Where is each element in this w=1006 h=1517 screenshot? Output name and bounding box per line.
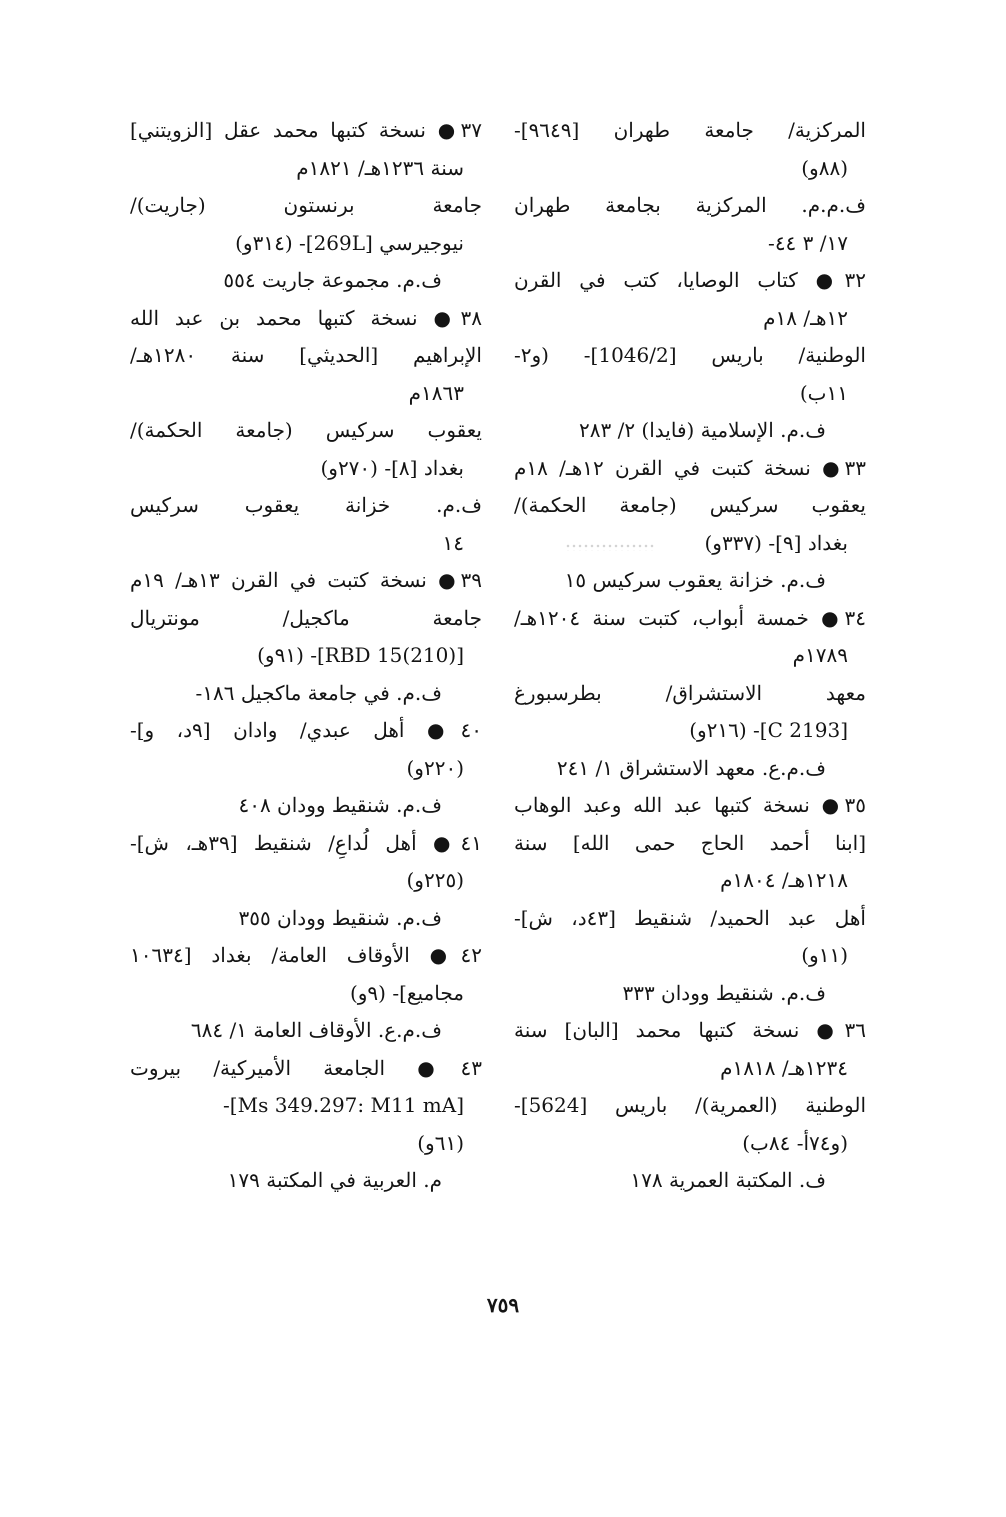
text-line: الوطنية (العمرية)/ باريس [5624]-	[514, 1093, 866, 1117]
text-line: (٨٨و)	[801, 155, 848, 180]
text-line: سنة ١٢٣٦هـ/ ١٨٢١م	[296, 155, 464, 180]
text-line: ف.م. مجموعة جاريت ٥٥٤	[223, 268, 442, 292]
text-line: نيوجيرسي [269L]- (٣١٤و)	[235, 230, 464, 255]
text-line: جامعة برنستون (جاريت)/	[130, 193, 482, 217]
text-line: ١٧/ ٣ ٤٤-	[768, 230, 848, 255]
text-line: ٣٨● نسخة كتبها محمد بن عبد الله	[130, 305, 482, 330]
text-line: ف.م. في جامعة ماكجيل ١٨٦-	[195, 680, 442, 705]
text-line: م. العربية في المكتبة ١٧٩	[227, 1168, 442, 1192]
text-line: ٣٤● خمسة أبواب، كتبت سنة ١٢٠٤هـ/	[514, 605, 866, 630]
text-line: ١٧٨٩م	[792, 643, 848, 667]
text-line: ف.م. شنقيط وودان ٣٣٣	[622, 980, 826, 1005]
text-line: ١٤	[442, 530, 464, 555]
text-line: ف.م. الإسلامية (فايدا) ٢/ ٢٨٣	[578, 418, 826, 442]
text-line: ١٢هـ/ ١٨م	[763, 305, 848, 330]
text-line: ٤١● أهل لُداعِ/ شنقيط [٣٩هـ، ش]-	[130, 830, 482, 855]
text-line: المركزية/ جامعة طهران [٩٦٤٩]-	[514, 118, 866, 142]
text-line: ف.م. شنقيط وودان ٤٠٨	[238, 793, 442, 817]
text-line: ٤٠● أهل عبدي/ وادان [٩د، و]-	[130, 718, 482, 742]
text-line: ف.م. خزانة يعقوب سركيس	[130, 493, 482, 517]
text-line: يعقوب سركيس (جامعة الحكمة)/	[514, 493, 866, 517]
text-line: [Ms 349.297: M11 mA]-	[223, 1093, 464, 1117]
text-line: (٢٢٠و)	[406, 755, 464, 780]
page-number: ٧٥٩	[486, 1293, 520, 1317]
text-line: ١١ب)	[799, 380, 848, 405]
text-line: جامعة ماكجيل/ مونتريال	[130, 605, 482, 630]
text-line: (٢٢٥و)	[406, 868, 464, 892]
right-column	[514, 112, 866, 1200]
text-line: ف.م. شنقيط وودان ٣٥٥	[238, 905, 442, 930]
text-line: بغداد [٨]- (٢٧٠و)	[320, 455, 464, 480]
text-line: بغداد [٩]- (٣٣٧و)	[704, 530, 848, 555]
text-line: الإبراهيم [الحديثي] سنة ١٢٨٠هـ/	[130, 343, 482, 367]
text-line: (و٧٤أ- ٨٤ب)	[742, 1130, 848, 1155]
text-line: معهد الاستشراق/ بطرسبورغ	[514, 680, 866, 705]
text-line: ١٢٣٤هـ/ ١٨١٨م	[720, 1055, 848, 1080]
text-line: ف. المكتبة العمرية ١٧٨	[630, 1168, 826, 1192]
text-line: ٣٢● كتاب الوصايا، كتب في القرن	[514, 268, 866, 292]
text-line: (١١و)	[801, 943, 848, 967]
text-line: ٤٣● الجامعة الأميركية/ بيروت	[130, 1055, 482, 1080]
text-line: [ابنا أحمد الحاج حمى الله] سنة	[514, 830, 866, 855]
text-line: ٤٢● الأوقاف العامة/ بغداد [١٠٦٣٤	[130, 943, 482, 967]
text-line: الوطنية/ باريس [1046/2]- (و٢-	[514, 343, 866, 367]
text-line: ٣٧● نسخة كتبها محمد عقل [الزويتني]	[130, 118, 482, 142]
text-line: ٣٣● نسخة كتبت في القرن ١٢هـ/ ١٨م	[514, 455, 866, 480]
left-column	[130, 112, 482, 1200]
text-line: [RBD 15(210)]- (٩١و)	[257, 643, 464, 667]
text-line: [C 2193]- (٢١٦و)	[689, 718, 848, 742]
text-line: ف.م. خزانة يعقوب سركيس ١٥	[564, 568, 826, 592]
text-line: أهل عبد الحميد/ شنقيط [٤٣د، ش]-	[514, 905, 866, 930]
text-line: ٣٥● نسخة كتبها عبد الله وعبد الوهاب	[514, 793, 866, 817]
text-line: (٦١و)	[417, 1130, 464, 1155]
text-line: ٣٦● نسخة كتبها محمد [البان] سنة	[514, 1018, 866, 1042]
text-line: ف.م.ع. معهد الاستشراق ١/ ٢٤١	[556, 755, 826, 780]
text-line: ١٢١٨هـ/ ١٨٠٤م	[720, 868, 848, 892]
text-line: يعقوب سركيس (جامعة الحكمة)/	[130, 418, 482, 442]
scan-noise	[565, 543, 655, 551]
text-line: ف.م.م. المركزية بجامعة طهران	[514, 193, 866, 217]
text-line: ١٨٦٣م	[408, 380, 464, 405]
text-line: ف.م.ع. الأوقاف العامة ١/ ٦٨٤	[190, 1018, 442, 1042]
text-line: ٣٩● نسخة كتبت في القرن ١٣هـ/ ١٩م	[130, 568, 482, 592]
text-line: مجاميع]- (٩و)	[349, 980, 464, 1005]
